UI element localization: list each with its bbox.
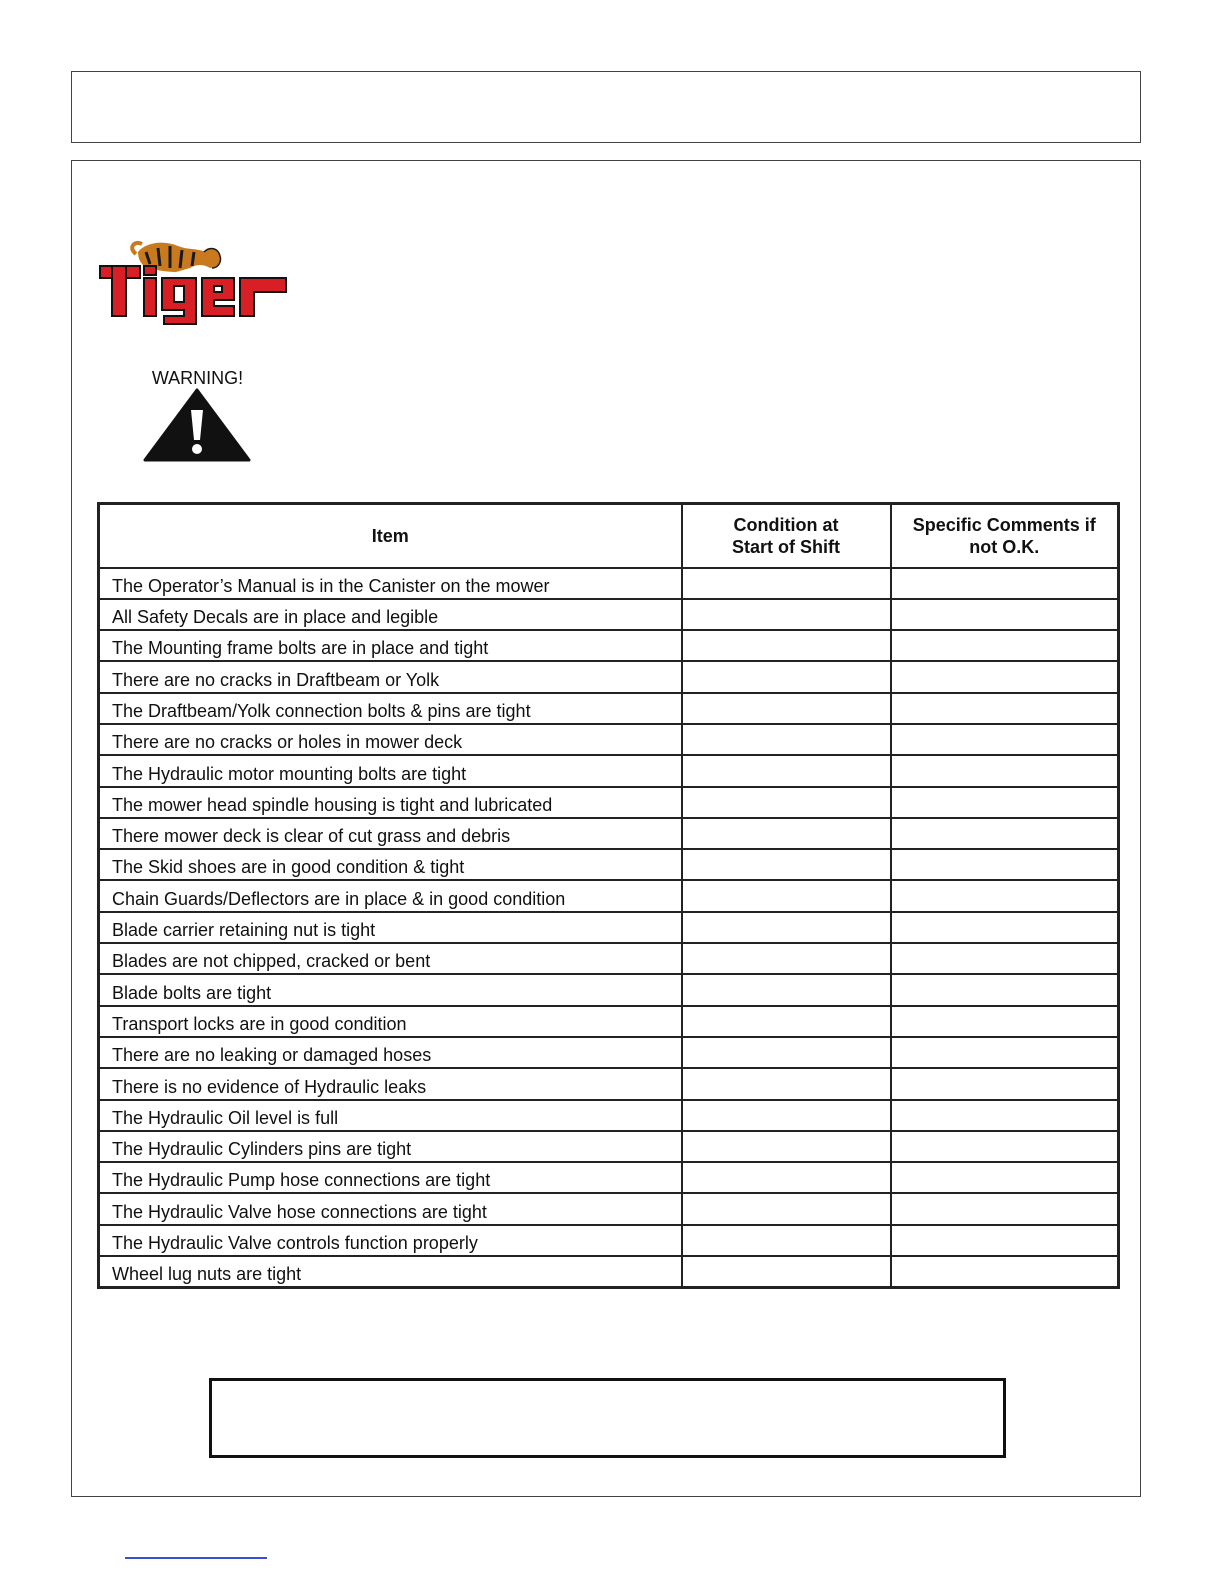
tiger-logo xyxy=(96,238,292,328)
checklist-item-label: Chain Guards/Deflectors are in place & in good condition xyxy=(99,880,682,911)
condition-cell[interactable] xyxy=(682,568,891,599)
table-row xyxy=(99,818,1119,849)
checklist-item-label: There is no evidence of Hydraulic leaks xyxy=(99,1068,682,1099)
table-row xyxy=(99,1225,1119,1256)
comments-cell[interactable] xyxy=(891,974,1119,1005)
condition-cell[interactable] xyxy=(682,849,891,880)
comments-cell[interactable] xyxy=(891,1131,1119,1162)
header-comments xyxy=(891,504,1119,568)
comments-cell[interactable] xyxy=(891,880,1119,911)
pre-operation-checklist-table xyxy=(97,502,1120,1289)
table-row xyxy=(99,974,1119,1005)
checklist-item-label: There are no cracks or holes in mower deck xyxy=(99,724,682,755)
header-box xyxy=(71,71,1141,143)
checklist-item-label: Blades are not chipped, cracked or bent xyxy=(99,943,682,974)
checklist-item-label: Blade carrier retaining nut is tight xyxy=(99,912,682,943)
condition-cell[interactable] xyxy=(682,724,891,755)
comments-cell[interactable] xyxy=(891,1225,1119,1256)
comments-cell[interactable] xyxy=(891,1006,1119,1037)
checklist-item-label: Transport locks are in good condition xyxy=(99,1006,682,1037)
condition-cell[interactable] xyxy=(682,943,891,974)
comments-cell[interactable] xyxy=(891,599,1119,630)
checklist-item-label: There mower deck is clear of cut grass and debris xyxy=(99,818,682,849)
table-row xyxy=(99,1131,1119,1162)
table-row xyxy=(99,849,1119,880)
header-comments-line-2: not O.K. xyxy=(969,536,1040,557)
table-row xyxy=(99,1068,1119,1099)
condition-cell[interactable] xyxy=(682,818,891,849)
header-comments-line-1: Specific Comments if xyxy=(912,514,1096,535)
warning-triangle-icon xyxy=(143,388,251,464)
checklist-item-label: There are no leaking or damaged hoses xyxy=(99,1037,682,1068)
checklist-item-label: Blade bolts are tight xyxy=(99,974,682,1005)
condition-cell[interactable] xyxy=(682,787,891,818)
header-condition-line-2: Start of Shift xyxy=(732,536,840,557)
condition-cell[interactable] xyxy=(682,693,891,724)
comments-cell[interactable] xyxy=(891,1037,1119,1068)
notice-box xyxy=(209,1378,1006,1458)
table-header-row xyxy=(99,504,1119,568)
comments-cell[interactable] xyxy=(891,849,1119,880)
condition-cell[interactable] xyxy=(682,661,891,692)
tiger-wordmark xyxy=(100,266,286,324)
comments-cell[interactable] xyxy=(891,943,1119,974)
checklist-item-label: All Safety Decals are in place and legible xyxy=(99,599,682,630)
comments-cell[interactable] xyxy=(891,1256,1119,1287)
table-row xyxy=(99,755,1119,786)
checklist-item-label: The mower head spindle housing is tight and lubricated xyxy=(99,787,682,818)
condition-cell[interactable] xyxy=(682,1256,891,1287)
table-row xyxy=(99,630,1119,661)
checklist-item-label: The Hydraulic motor mounting bolts are tight xyxy=(99,755,682,786)
comments-cell[interactable] xyxy=(891,661,1119,692)
comments-cell[interactable] xyxy=(891,693,1119,724)
condition-cell[interactable] xyxy=(682,1100,891,1131)
footer-link-underline xyxy=(125,1557,267,1559)
checklist-item-label: There are no cracks in Draftbeam or Yolk xyxy=(99,661,682,692)
condition-cell[interactable] xyxy=(682,1006,891,1037)
condition-cell[interactable] xyxy=(682,630,891,661)
checklist-item-label: The Hydraulic Valve controls function properly xyxy=(99,1225,682,1256)
condition-cell[interactable] xyxy=(682,880,891,911)
tiger-logo-image xyxy=(96,238,292,328)
checklist-item-label: The Hydraulic Pump hose connections are tight xyxy=(99,1162,682,1193)
condition-cell[interactable] xyxy=(682,1131,891,1162)
comments-cell[interactable] xyxy=(891,787,1119,818)
header-item: Item xyxy=(99,504,682,568)
condition-cell[interactable] xyxy=(682,755,891,786)
table-row xyxy=(99,1100,1119,1131)
table-row xyxy=(99,724,1119,755)
comments-cell[interactable] xyxy=(891,1100,1119,1131)
comments-cell[interactable] xyxy=(891,912,1119,943)
table-row xyxy=(99,787,1119,818)
table-row xyxy=(99,912,1119,943)
table-row xyxy=(99,693,1119,724)
checklist-body xyxy=(99,568,1119,1288)
condition-cell[interactable] xyxy=(682,1193,891,1224)
condition-cell[interactable] xyxy=(682,1162,891,1193)
checklist-item-label: The Operator’s Manual is in the Canister on the mower xyxy=(99,568,682,599)
checklist-item-label: The Mounting frame bolts are in place and tight xyxy=(99,630,682,661)
table-row xyxy=(99,1006,1119,1037)
condition-cell[interactable] xyxy=(682,1068,891,1099)
comments-cell[interactable] xyxy=(891,818,1119,849)
checklist-item-label: The Draftbeam/Yolk connection bolts & pins are tight xyxy=(99,693,682,724)
condition-cell[interactable] xyxy=(682,974,891,1005)
checklist-item-label: The Hydraulic Oil level is full xyxy=(99,1100,682,1131)
warning-label: WARNING! xyxy=(151,368,244,388)
condition-cell[interactable] xyxy=(682,912,891,943)
table-row xyxy=(99,1037,1119,1068)
table-row xyxy=(99,599,1119,630)
checklist-item-label: The Hydraulic Valve hose connections are tight xyxy=(99,1193,682,1224)
table-row xyxy=(99,1193,1119,1224)
checklist-item-label: The Hydraulic Cylinders pins are tight xyxy=(99,1131,682,1162)
table-row xyxy=(99,1256,1119,1287)
table-row xyxy=(99,661,1119,692)
comments-cell[interactable] xyxy=(891,1162,1119,1193)
checklist-item-label: The Skid shoes are in good condition & tight xyxy=(99,849,682,880)
table-row xyxy=(99,1162,1119,1193)
condition-cell[interactable] xyxy=(682,1037,891,1068)
table-row xyxy=(99,568,1119,599)
checklist-item-label: Wheel lug nuts are tight xyxy=(99,1256,682,1287)
table-row xyxy=(99,943,1119,974)
comments-cell[interactable] xyxy=(891,1193,1119,1224)
comments-cell[interactable] xyxy=(891,755,1119,786)
header-condition-line-1: Condition at xyxy=(733,514,839,535)
comments-cell[interactable] xyxy=(891,568,1119,599)
warning-symbol xyxy=(140,368,255,468)
comments-cell[interactable] xyxy=(891,724,1119,755)
table-row xyxy=(99,880,1119,911)
header-condition xyxy=(682,504,891,568)
condition-cell[interactable] xyxy=(682,599,891,630)
comments-cell[interactable] xyxy=(891,1068,1119,1099)
condition-cell[interactable] xyxy=(682,1225,891,1256)
comments-cell[interactable] xyxy=(891,630,1119,661)
